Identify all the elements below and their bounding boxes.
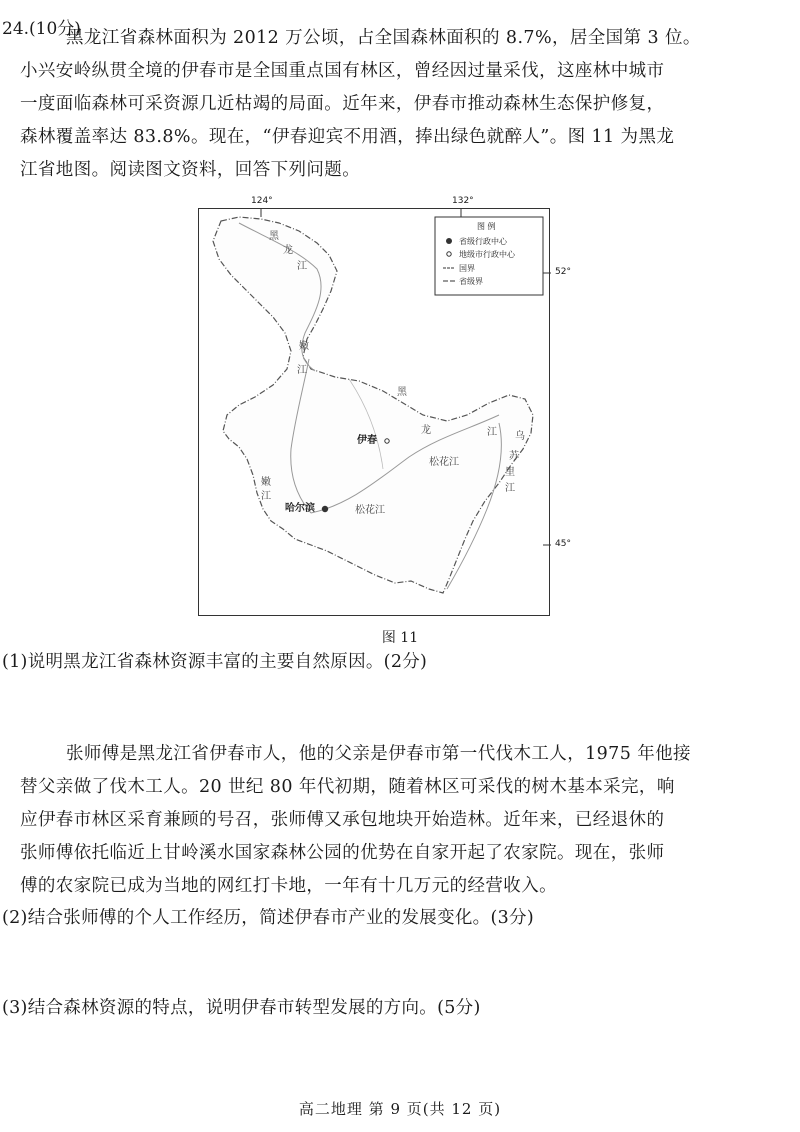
- river-label-nen-lower: 嫩: [261, 477, 271, 488]
- question-3: (3)结合森林资源的特点，说明伊春市转型发展的方向。(5分): [2, 998, 481, 1018]
- lon-label-132: 132°: [452, 196, 474, 206]
- river-label-songhua-upper: 松花江: [429, 457, 459, 468]
- story-line: 应伊春市林区采育兼顾的号召，张师傅又承包地块开始造林。近年来，已经退休的: [20, 810, 665, 830]
- map-legend: [435, 217, 543, 295]
- river-label-long: 龙: [283, 245, 293, 256]
- heilongjiang-map: [198, 208, 550, 616]
- river-label-nen-upper: 嫩: [299, 341, 309, 352]
- story-line: 张师傅是黑龙江省伊春市人，他的父亲是伊春市第一代伐木工人，1975 年他接: [66, 744, 691, 764]
- river-label-wusuli-3: 苏: [509, 451, 519, 462]
- river-label-songhua-lower: 松花江: [355, 505, 385, 516]
- legend-prefecture-city: 地级市行政中心: [459, 250, 515, 259]
- river-label-wusuli-1: 江: [487, 427, 497, 438]
- river-label-wusuli-2: 乌: [515, 431, 525, 442]
- legend-provincial-border: 省级界: [459, 277, 483, 286]
- river-label-wusuli-5: 江: [505, 483, 515, 494]
- story-line: 傅的农家院已成为当地的网红打卡地，一年有十几万元的经营收入。: [20, 876, 557, 896]
- page-footer: 高二地理 第 9 页(共 12 页): [298, 1100, 502, 1118]
- question-2: (2)结合张师傅的个人工作经历，简述伊春市产业的发展变化。(3分): [2, 908, 534, 928]
- story-paragraph: [20, 738, 780, 903]
- legend-title: 图 例: [477, 222, 496, 231]
- intro-line: 黑龙江省森林面积为 2012 万公顷，占全国森林面积的 8.7%，居全国第 3 位。: [66, 28, 701, 48]
- intro-paragraph: [20, 22, 780, 187]
- legend-national-border: 国界: [459, 264, 475, 273]
- intro-line: 森林覆盖率达 83.8%。现在，“伊春迎宾不用酒，捧出绿色就醉人”。图 11 为黑龙: [20, 127, 675, 147]
- question-1: (1)说明黑龙江省森林资源丰富的主要自然原因。(2分): [2, 652, 428, 672]
- intro-line: 江省地图。阅读图文资料，回答下列问题。: [20, 160, 361, 180]
- city-harbin: 哈尔滨: [285, 503, 315, 514]
- river-label-wusuli-4: 里: [505, 467, 515, 478]
- river-label-jiang: 江: [297, 261, 307, 272]
- river-label-long-east: 龙: [421, 425, 431, 436]
- story-line: 张师傅依托临近上甘岭溪水国家森林公园的优势在自家开起了农家院。现在，张师: [20, 843, 665, 863]
- question-number: 24.(10分): [2, 19, 81, 39]
- river-label-hei-east: 黑: [397, 387, 407, 398]
- figure-caption: 图 11: [381, 630, 419, 646]
- lat-label-52: 52°: [555, 267, 571, 277]
- river-label-jiang-lower: 江: [261, 491, 271, 502]
- story-line: 替父亲做了伐木工人。20 世纪 80 年代初期，随着林区可采伐的树木基本采完，响: [20, 777, 675, 797]
- lon-label-124: 124°: [251, 196, 273, 206]
- river-label-jiang-upper: 江: [297, 365, 307, 376]
- river-label-hei: 黑: [269, 231, 279, 242]
- intro-line: 小兴安岭纵贯全境的伊春市是全国重点国有林区，曾经因过量采伐，这座林中城市: [20, 61, 665, 81]
- map-svg: [199, 209, 551, 617]
- intro-line: 一度面临森林可采资源几近枯竭的局面。近年来，伊春市推动森林生态保护修复，: [20, 94, 665, 114]
- legend-provincial-capital: 省级行政中心: [459, 237, 507, 246]
- lat-label-45: 45°: [555, 539, 571, 549]
- city-yichun: 伊春: [357, 435, 377, 446]
